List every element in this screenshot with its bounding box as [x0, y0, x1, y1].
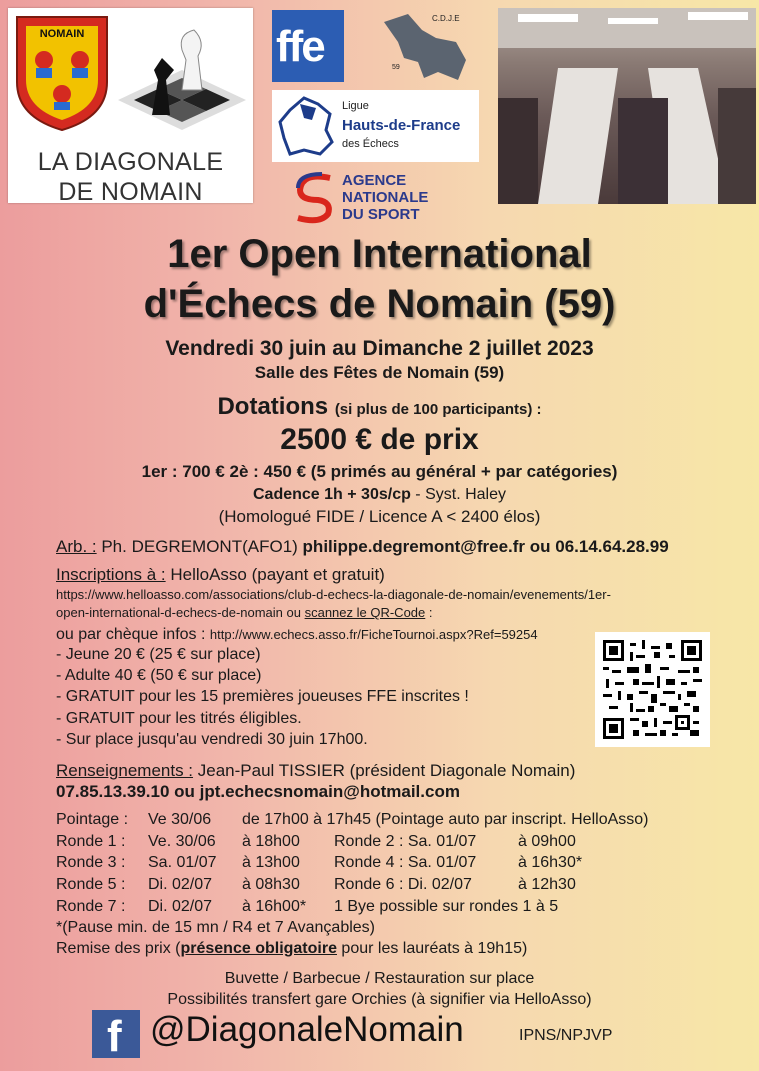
arbitre-name: Ph. DEGREMONT(AFO1) [96, 537, 303, 556]
facebook-icon[interactable] [92, 1010, 140, 1061]
round-label: Ronde 7 : [56, 898, 126, 915]
tournament-photo [498, 8, 756, 204]
cheque-line [56, 626, 538, 644]
round-date: Sa. 01/07 [148, 854, 217, 871]
renseignements-name: Jean-Paul TISSIER (président Diagonale Nomain) [193, 761, 576, 780]
ligue-line2: Hauts-de-France [342, 117, 461, 134]
pointage-date: Ve 30/06 [148, 811, 212, 828]
arbitre-label: Arb. : [56, 537, 97, 556]
facebook-handle[interactable]: @DiagonaleNomain [150, 1010, 464, 1049]
transfert-line: Possibilités transfert gare Orchies (à signifier via HelloAsso) [167, 991, 592, 1008]
round-row [56, 898, 736, 920]
renseignements-line [56, 761, 575, 781]
tournament-hall-image [498, 8, 756, 204]
buvette-line: Buvette / Barbecue / Restauration sur place [224, 970, 535, 987]
cdje-label: C.D.J.E [432, 14, 460, 23]
event-title-line1: 1er Open International [167, 232, 592, 276]
round-time: à 16h30* [518, 854, 583, 871]
inscriptions-platform: HelloAsso (payant et gratuit) [165, 565, 385, 584]
url-colon: : [425, 605, 433, 620]
round-time: à 16h00* [242, 898, 307, 915]
fee-item: - Sur place jusqu'au vendredi 30 juin 17h00. [56, 731, 368, 748]
round-row [56, 876, 736, 898]
club-logo [8, 8, 253, 206]
round-time: à 08h30 [242, 876, 300, 893]
renseignements-contact[interactable]: 07.85.13.39.10 ou jpt.echecsnomain@hotmail.com [56, 782, 460, 801]
fee-item: - GRATUIT pour les titrés éligibles. [56, 710, 302, 727]
homologation: (Homologué FIDE / Licence A < 2400 élos) [218, 507, 541, 526]
round-row [56, 833, 736, 855]
club-name-line1: LA DIAGONALE [37, 148, 224, 176]
ans-line3: DU SPORT [342, 206, 420, 223]
helloasso-url-end[interactable]: open-international-d-echecs-de-nomain ou [56, 605, 305, 620]
arbitre-contact[interactable]: philippe.degremont@free.fr ou 06.14.64.28.99 [302, 537, 669, 556]
chess-pieces-icon [118, 20, 246, 130]
ipns-mention: IPNS/NPJVP [519, 1027, 613, 1044]
helloasso-url-line2 [56, 605, 433, 620]
round-row [56, 854, 736, 876]
prize-detail: 1er : 700 € 2è : 450 € (5 primés au général + par catégories) [141, 462, 618, 481]
dotations-condition: (si plus de 100 participants) : [334, 401, 542, 418]
shield-text: NOMAIN [39, 28, 85, 40]
bye-note: 1 Bye possible sur rondes 1 à 5 [334, 898, 559, 915]
prize-total: 2500 € de prix [280, 423, 479, 456]
pointage-label: Pointage : [56, 811, 129, 828]
dotations-label: Dotations [217, 393, 329, 420]
cadence-system: - Syst. Haley [410, 486, 506, 503]
ffe-text: ffe [276, 22, 324, 71]
qr-code-icon [603, 640, 702, 739]
arbitre-line [56, 537, 669, 557]
round-date: Ve. 30/06 [148, 833, 216, 850]
round-time: à 18h00 [242, 833, 300, 850]
renseignements-label: Renseignements : [56, 761, 194, 780]
ligue-line3: des Échecs [342, 138, 399, 150]
round-label: Ronde 3 : [56, 854, 126, 871]
round-time: à 12h30 [518, 876, 576, 893]
ans-logo [292, 168, 477, 228]
dotations-heading [0, 393, 759, 421]
ans-swirl-icon [292, 170, 338, 226]
round-time: à 13h00 [242, 854, 300, 871]
remise-a: Remise des prix ( [56, 940, 181, 957]
round-time: à 09h00 [518, 833, 576, 850]
ligue-line1: Ligue [342, 100, 369, 112]
fee-item: - Jeune 20 € (25 € sur place) [56, 646, 261, 663]
event-venue: Salle des Fêtes de Nomain (59) [254, 363, 505, 382]
scan-qr-text: scannez le QR-Code [304, 605, 426, 620]
round-label: Ronde 6 : Di. 02/07 [334, 876, 472, 893]
round-label: Ronde 1 : [56, 833, 126, 850]
cadence [0, 486, 759, 504]
pause-note: *(Pause min. de 15 mn / R4 et 7 Avançables) [56, 919, 375, 936]
event-title-line2: d'Échecs de Nomain (59) [143, 282, 616, 326]
pointage-row [56, 811, 736, 835]
round-date: Di. 02/07 [148, 898, 213, 915]
cadence-time: Cadence 1h + 30s/cp [253, 486, 411, 503]
remise-c: pour les lauréats à 19h15) [336, 940, 528, 957]
qr-code[interactable] [595, 632, 710, 747]
inscriptions-label: Inscriptions à : [56, 565, 166, 584]
remise-obligatoire: présence obligatoire [180, 940, 337, 957]
remise-line [56, 940, 527, 958]
helloasso-url-line1[interactable]: https://www.helloasso.com/associations/club-d-echecs-la-diagonale-de-nomain/evenements/1er- [56, 587, 611, 602]
cdje-logo [378, 8, 468, 84]
france-map-icon [276, 94, 336, 158]
fee-item: - GRATUIT pour les 15 premières joueuses FFE inscrites ! [56, 688, 469, 705]
cheque-label: ou par chèque infos : [56, 626, 210, 643]
round-label: Ronde 4 : Sa. 01/07 [334, 854, 477, 871]
ans-line2: NATIONALE [342, 189, 429, 206]
inscriptions-line [56, 565, 385, 585]
ligue-logo [272, 90, 479, 162]
event-dates: Vendredi 30 juin au Dimanche 2 juillet 2023 [165, 337, 594, 360]
facebook-letter: f [107, 1012, 122, 1061]
round-label: Ronde 2 : Sa. 01/07 [334, 833, 477, 850]
round-date: Di. 02/07 [148, 876, 213, 893]
ffe-tournament-url[interactable]: http://www.echecs.asso.fr/FicheTournoi.aspx?Ref=59254 [209, 627, 538, 642]
cdje-number: 59 [392, 64, 400, 71]
club-name-line2: DE NOMAIN [58, 178, 203, 206]
ans-line1: AGENCE [342, 172, 407, 189]
pointage-time: de 17h00 à 17h45 (Pointage auto par inscript. HelloAsso) [242, 811, 649, 828]
ffe-logo [272, 10, 344, 82]
round-label: Ronde 5 : [56, 876, 126, 893]
fee-item: - Adulte 40 € (50 € sur place) [56, 667, 262, 684]
